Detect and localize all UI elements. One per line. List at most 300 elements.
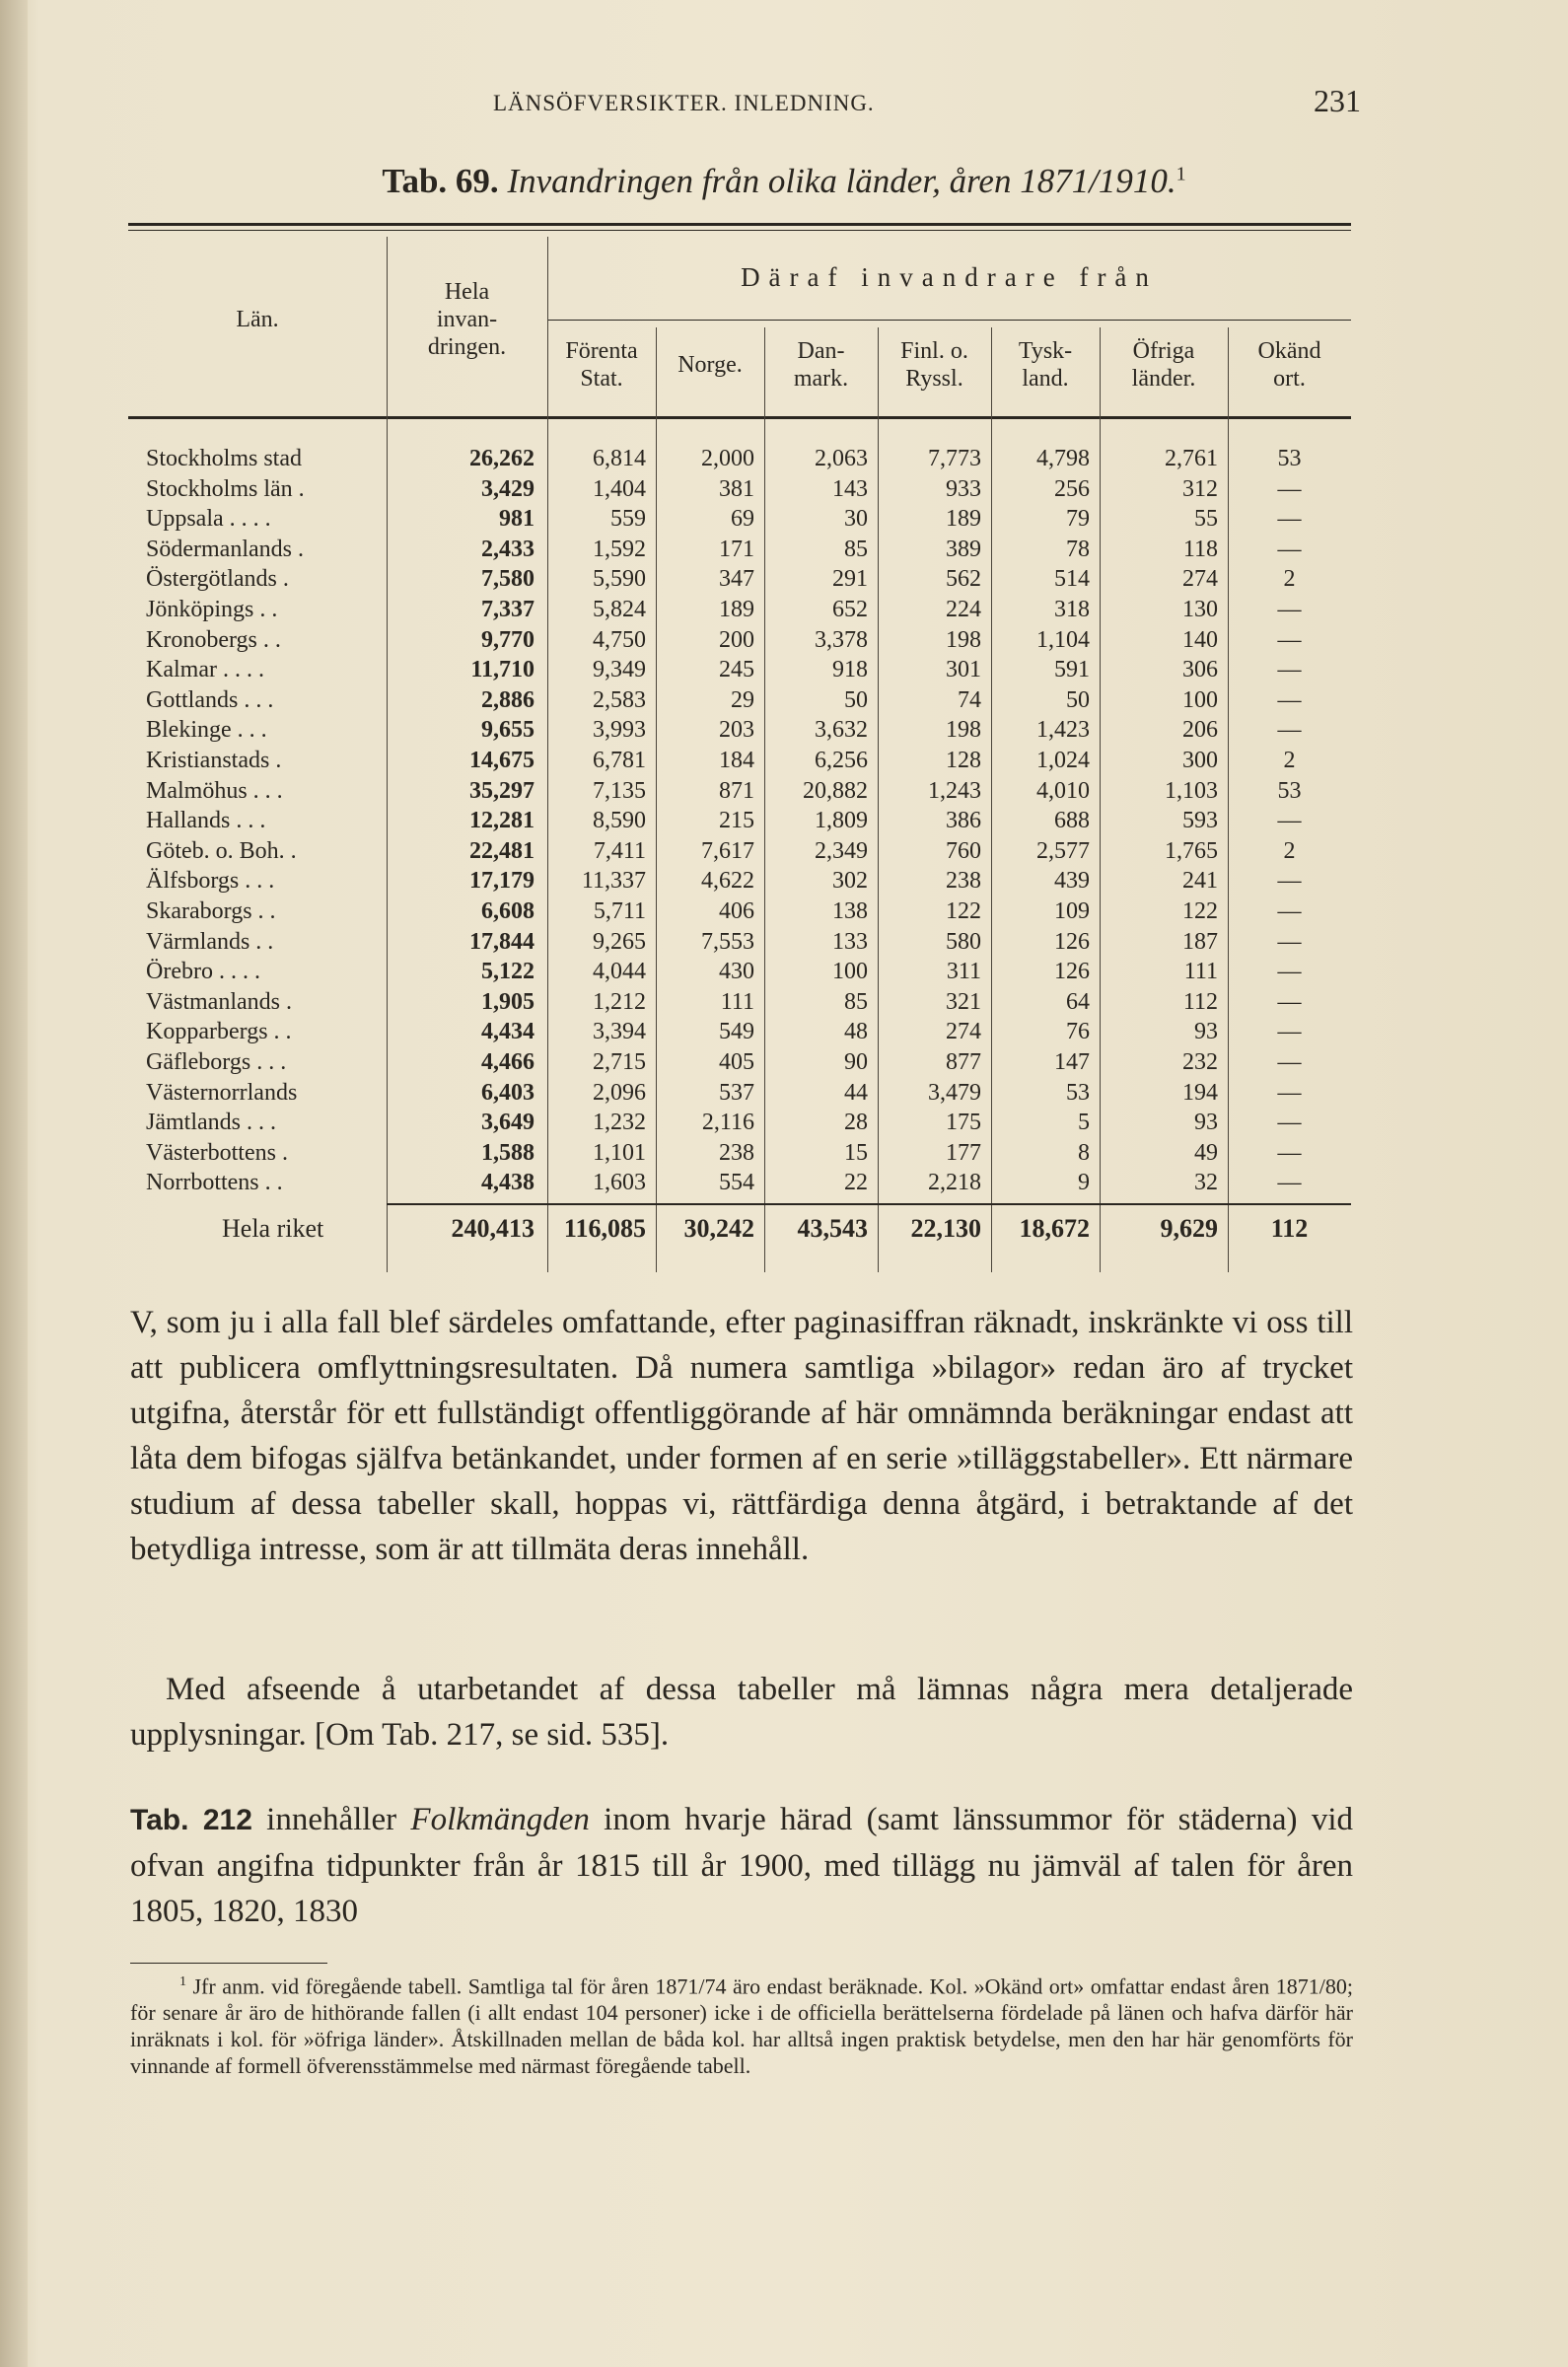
header-norge-line1: Norge. [677, 352, 743, 378]
cell-ofriga: 55 [1194, 506, 1218, 533]
cell-danmark: 6,256 [815, 748, 868, 773]
cell-hela: 4,438 [481, 1170, 535, 1196]
header-forenta-line2: Stat. [580, 366, 623, 392]
cell-lan: Jönköpings . . [146, 597, 278, 622]
cell-okand: — [1277, 988, 1302, 1015]
cell-hela: 9,770 [481, 626, 535, 653]
cell-finland: 301 [946, 657, 981, 683]
table-row [128, 685, 1351, 716]
cell-lan: Värmlands . . [146, 928, 274, 955]
cell-hela: 5,122 [481, 959, 535, 985]
cell-finland: 238 [946, 868, 981, 895]
cell-danmark: 44 [844, 1079, 868, 1106]
cell-finland: 580 [946, 928, 981, 955]
paragraph-3-text [130, 1797, 1353, 1934]
cell-lan: Jämtlands . . . [146, 1110, 276, 1136]
cell-okand: 53 [1277, 446, 1302, 471]
cell-lan: Göteb. o. Boh. . [146, 837, 297, 864]
cell-lan: Uppsala . . . . [146, 506, 271, 533]
cell-lan: Kalmar . . . . [146, 657, 264, 683]
total-ofriga: 9,629 [1160, 1214, 1218, 1243]
table-row [128, 776, 1351, 807]
cell-ofriga: 49 [1194, 1139, 1218, 1166]
table-row [128, 715, 1351, 746]
cell-hela: 981 [499, 506, 535, 533]
cell-tyskland: 5 [1078, 1110, 1090, 1136]
cell-tyskland: 64 [1066, 988, 1090, 1015]
cell-finland: 1,243 [928, 777, 981, 804]
table-title-text: Invandringen från olika länder, åren 1871/1910. [507, 162, 1176, 200]
cell-forenta: 5,824 [593, 597, 646, 622]
cell-okand: 53 [1277, 777, 1302, 804]
cell-hela: 2,886 [481, 686, 535, 713]
cell-lan: Västerbottens . [146, 1139, 288, 1166]
table-row [128, 474, 1351, 505]
paragraph-1 [130, 1300, 1353, 1572]
table-row [128, 535, 1351, 565]
cell-hela: 9,655 [481, 717, 535, 744]
total-okand: 112 [1270, 1214, 1309, 1243]
cell-tyskland: 439 [1054, 868, 1090, 895]
cell-norge: 406 [719, 898, 754, 924]
table-row [128, 897, 1351, 927]
daraf-rule [547, 320, 1351, 321]
cell-ofriga: 241 [1182, 868, 1218, 895]
cell-norge: 184 [719, 748, 754, 773]
cell-okand: — [1277, 1110, 1302, 1136]
paragraph-3-part-b: inom hvarje härad (samt länssummor för städerna) vid ofvan angifna tidpunkter från år 1815 till år 1900, med tillägg nu jämväl af talen för åren 1805, 1820, 1830 [130, 1802, 1353, 1929]
cell-norge: 537 [719, 1079, 754, 1106]
cell-forenta: 1,592 [593, 536, 646, 562]
cell-forenta: 11,337 [581, 868, 646, 895]
cell-danmark: 50 [844, 686, 868, 713]
header-danmark [764, 337, 878, 393]
cell-tyskland: 1,104 [1036, 626, 1090, 653]
cell-lan: Södermanlands . [146, 536, 304, 562]
header-norge [656, 351, 764, 379]
cell-danmark: 918 [832, 657, 868, 683]
cell-finland: 386 [946, 808, 981, 834]
cell-finland: 3,479 [928, 1079, 981, 1106]
cell-ofriga: 112 [1182, 988, 1218, 1015]
cell-forenta: 6,781 [593, 748, 646, 773]
cell-forenta: 2,715 [593, 1049, 646, 1075]
cell-okand: — [1277, 717, 1302, 744]
total-hela: 240,413 [451, 1214, 535, 1243]
cell-danmark: 291 [832, 566, 868, 593]
cell-hela: 4,434 [481, 1019, 535, 1045]
cell-ofriga: 306 [1182, 657, 1218, 683]
cell-danmark: 3,378 [815, 626, 868, 653]
cell-norge: 347 [719, 566, 754, 593]
cell-forenta: 9,349 [593, 657, 646, 683]
header-tyskland-line1: Tysk- [1018, 338, 1073, 364]
cell-forenta: 1,101 [593, 1139, 646, 1166]
cell-forenta: 559 [610, 506, 646, 533]
cell-ofriga: 1,103 [1165, 777, 1218, 804]
table-row [128, 564, 1351, 595]
cell-lan: Norrbottens . . [146, 1170, 283, 1196]
table-row [128, 655, 1351, 685]
cell-ofriga: 32 [1194, 1170, 1218, 1196]
cell-norge: 171 [719, 536, 754, 562]
cell-okand: — [1277, 959, 1302, 985]
cell-hela: 1,588 [481, 1139, 535, 1166]
cell-tyskland: 126 [1054, 928, 1090, 955]
cell-finland: 122 [946, 898, 981, 924]
cell-danmark: 90 [844, 1049, 868, 1075]
cell-lan: Kristianstads . [146, 748, 282, 773]
cell-finland: 760 [946, 837, 981, 864]
cell-lan: Skaraborgs . . [146, 898, 276, 924]
cell-lan: Gottlands . . . [146, 686, 274, 713]
cell-finland: 189 [946, 506, 981, 533]
page-number: 231 [1314, 83, 1361, 118]
header-lan: Län. [236, 307, 279, 332]
cell-norge: 7,553 [701, 928, 754, 955]
cell-lan: Älfsborgs . . . [146, 868, 275, 895]
table-title [0, 162, 1568, 201]
cell-forenta: 3,394 [593, 1019, 646, 1045]
cell-forenta: 1,404 [593, 475, 646, 502]
cell-lan: Malmöhus . . . [146, 777, 283, 804]
cell-forenta: 2,583 [593, 686, 646, 713]
cell-lan: Östergötlands . [146, 566, 289, 593]
cell-danmark: 652 [832, 597, 868, 622]
cell-norge: 871 [719, 777, 754, 804]
cell-norge: 549 [719, 1019, 754, 1045]
cell-finland: 321 [946, 988, 981, 1015]
cell-ofriga: 593 [1182, 808, 1218, 834]
header-tyskland [991, 337, 1100, 393]
cell-ofriga: 274 [1182, 566, 1218, 593]
cell-hela: 12,281 [469, 808, 535, 834]
cell-danmark: 28 [844, 1110, 868, 1136]
cell-ofriga: 93 [1194, 1019, 1218, 1045]
cell-lan: Gäfleborgs . . . [146, 1049, 287, 1075]
cell-ofriga: 206 [1182, 717, 1218, 744]
cell-forenta: 1,603 [593, 1170, 646, 1196]
cell-okand: — [1277, 928, 1302, 955]
cell-finland: 177 [946, 1139, 981, 1166]
cell-forenta: 5,711 [593, 898, 646, 924]
cell-tyskland: 1,423 [1036, 717, 1090, 744]
cell-finland: 274 [946, 1019, 981, 1045]
cell-tyskland: 53 [1066, 1079, 1090, 1106]
cell-danmark: 143 [832, 475, 868, 502]
table-row [128, 595, 1351, 625]
paragraph-2 [130, 1667, 1353, 1757]
cell-danmark: 138 [832, 898, 868, 924]
cell-hela: 6,403 [481, 1079, 535, 1106]
cell-okand: — [1277, 686, 1302, 713]
paragraph-1-text: V, som ju i alla fall blef särdeles omfattande, efter paginasiffran räknadt, inskränkte vi oss till att publicera omflyttningsresultaten. Då numera samtliga »bilagor» redan äro af trycket utgifna, återstår för ett fullständigt offentliggörande af här omnämnda beräkningar endast att låta dem bifogas själfva betänkandet, under formen af en serie »tilläggstabeller». Ett närmare studium af dessa tabeller skall, hoppas vi, rättfärdiga denna åtgärd, i betraktande af det betydliga intresse, som är att tillmäta deras innehåll. [130, 1305, 1353, 1567]
cell-danmark: 85 [844, 536, 868, 562]
cell-hela: 35,297 [469, 777, 535, 804]
cell-lan: Hallands . . . [146, 808, 266, 834]
cell-forenta: 8,590 [593, 808, 646, 834]
total-rule [387, 1203, 1351, 1205]
cell-forenta: 3,993 [593, 717, 646, 744]
cell-finland: 2,218 [928, 1170, 981, 1196]
cell-finland: 198 [946, 717, 981, 744]
paragraph-3-part-a: innehåller [251, 1802, 411, 1837]
cell-ofriga: 93 [1194, 1110, 1218, 1136]
cell-okand: 2 [1283, 748, 1296, 773]
cell-finland: 933 [946, 475, 981, 502]
header-finland [878, 337, 991, 393]
cell-danmark: 2,349 [815, 837, 868, 864]
cell-ofriga: 187 [1182, 928, 1218, 955]
cell-okand: — [1277, 868, 1302, 895]
cell-ofriga: 300 [1182, 748, 1218, 773]
cell-norge: 381 [719, 475, 754, 502]
cell-finland: 198 [946, 626, 981, 653]
cell-okand: — [1277, 536, 1302, 562]
cell-finland: 311 [946, 959, 981, 985]
cell-finland: 175 [946, 1110, 981, 1136]
cell-tyskland: 78 [1066, 536, 1090, 562]
cell-hela: 1,905 [481, 988, 535, 1015]
cell-ofriga: 1,765 [1165, 837, 1218, 864]
header-finland-line2: Ryssl. [905, 366, 963, 392]
table-row [128, 1108, 1351, 1138]
cell-okand: — [1277, 898, 1302, 924]
running-head-title: LÄNSÖFVERSIKTER. INLEDNING. [493, 91, 875, 115]
cell-danmark: 22 [844, 1170, 868, 1196]
cell-okand: — [1277, 597, 1302, 622]
footnote-text: Jfr anm. vid föregående tabell. Samtliga tal för åren 1871/74 äro endast beräknade. Kol. »Okänd ort» omfattar endast åren 1871/80; för senare år äro de hithörande fallen (i allt endast 104 personer) icke i de officiella berättelserna fördelade på länen och hafva därför här inräknats i kol. för »öfriga länder». Åtskillnaden mellan de båda kol. har alltså ingen praktisk betydelse, men den har här genomförts för vinnande af formell öfverensstämmelse med närmast föregående tabell. [130, 1973, 1353, 2079]
cell-norge: 200 [719, 626, 754, 653]
cell-lan: Stockholms län . [146, 475, 305, 502]
cell-danmark: 30 [844, 506, 868, 533]
cell-ofriga: 118 [1182, 536, 1218, 562]
cell-finland: 128 [946, 748, 981, 773]
cell-hela: 7,337 [481, 597, 535, 622]
cell-hela: 11,710 [470, 657, 535, 683]
cell-okand: — [1277, 626, 1302, 653]
cell-danmark: 133 [832, 928, 868, 955]
header-okand [1228, 337, 1351, 393]
header-hela [387, 278, 547, 361]
cell-hela: 14,675 [469, 748, 535, 773]
table-row [128, 504, 1351, 535]
cell-okand: — [1277, 808, 1302, 834]
cell-norge: 29 [731, 686, 754, 713]
cell-hela: 26,262 [469, 446, 535, 471]
total-forenta: 116,085 [563, 1214, 646, 1243]
header-forenta-line1: Förenta [565, 338, 638, 364]
total-row-label: Hela riket [222, 1214, 324, 1243]
cell-norge: 7,617 [701, 837, 754, 864]
cell-forenta: 5,590 [593, 566, 646, 593]
header-okand-line1: Okänd [1257, 338, 1321, 364]
table-top-rule [128, 223, 1351, 226]
table-top-rule-thin [128, 230, 1351, 231]
cell-hela: 6,608 [481, 898, 535, 924]
cell-tyskland: 8 [1078, 1139, 1090, 1166]
cell-tyskland: 9 [1078, 1170, 1090, 1196]
cell-lan: Kronobergs . . [146, 626, 281, 653]
cell-ofriga: 130 [1182, 597, 1218, 622]
paragraph-3-table-ref: Tab. 212 [130, 1804, 252, 1836]
cell-okand: — [1277, 1170, 1302, 1196]
cell-ofriga: 111 [1183, 959, 1218, 985]
cell-forenta: 7,135 [593, 777, 646, 804]
table-row [128, 836, 1351, 867]
cell-lan: Västernorrlands [146, 1079, 298, 1106]
cell-tyskland: 4,010 [1036, 777, 1090, 804]
cell-tyskland: 50 [1066, 686, 1090, 713]
cell-ofriga: 2,761 [1165, 446, 1218, 471]
cell-danmark: 1,809 [815, 808, 868, 834]
cell-ofriga: 100 [1182, 686, 1218, 713]
cell-ofriga: 140 [1182, 626, 1218, 653]
paragraph-3-emphasis: Folkmängden [410, 1802, 590, 1837]
table-row [128, 957, 1351, 987]
cell-tyskland: 76 [1066, 1019, 1090, 1045]
table-row [128, 444, 1351, 474]
table-title-footnote-mark: 1 [1176, 163, 1186, 185]
cell-lan: Örebro . . . . [146, 959, 260, 985]
cell-ofriga: 312 [1182, 475, 1218, 502]
cell-norge: 245 [719, 657, 754, 683]
table-row [128, 625, 1351, 656]
footnote [130, 1969, 1353, 2079]
cell-tyskland: 318 [1054, 597, 1090, 622]
paragraph-2-text: Med afseende å utarbetandet af dessa tabeller må lämnas några mera detaljerade upplysningar. [Om Tab. 217, se sid. 535]. [130, 1672, 1353, 1753]
cell-okand: — [1277, 475, 1302, 502]
header-finland-line1: Finl. o. [900, 338, 968, 364]
cell-norge: 189 [719, 597, 754, 622]
table-row [128, 1078, 1351, 1109]
cell-norge: 203 [719, 717, 754, 744]
header-ofriga-line2: länder. [1131, 366, 1196, 392]
header-bottom-rule [128, 416, 1351, 419]
cell-finland: 7,773 [928, 446, 981, 471]
cell-hela: 3,429 [481, 475, 535, 502]
cell-hela: 17,179 [469, 868, 535, 895]
cell-danmark: 15 [844, 1139, 868, 1166]
cell-norge: 405 [719, 1049, 754, 1075]
header-ofriga [1100, 337, 1228, 393]
header-ofriga-line1: Öfriga [1132, 338, 1195, 364]
cell-tyskland: 256 [1054, 475, 1090, 502]
header-hela-line3: dringen. [427, 334, 507, 360]
header-hela-line2: invan- [436, 307, 498, 332]
cell-finland: 389 [946, 536, 981, 562]
cell-danmark: 100 [832, 959, 868, 985]
cell-norge: 238 [719, 1139, 754, 1166]
footnote-mark: 1 [179, 1974, 186, 1989]
cell-tyskland: 109 [1054, 898, 1090, 924]
cell-norge: 111 [720, 988, 754, 1015]
cell-tyskland: 1,024 [1036, 748, 1090, 773]
cell-tyskland: 147 [1054, 1049, 1090, 1075]
cell-danmark: 302 [832, 868, 868, 895]
header-daraf: Däraf invandrare från [741, 262, 1158, 292]
cell-norge: 554 [719, 1170, 754, 1196]
cell-okand: 2 [1283, 837, 1296, 864]
table-row [128, 806, 1351, 836]
header-danmark-line1: Dan- [797, 338, 845, 364]
total-norge: 30,242 [683, 1214, 754, 1243]
cell-hela: 22,481 [469, 837, 535, 864]
total-finland: 22,130 [910, 1214, 981, 1243]
cell-norge: 4,622 [701, 868, 754, 895]
cell-forenta: 9,265 [593, 928, 646, 955]
header-danmark-line2: mark. [793, 366, 849, 392]
footnote-rule [130, 1963, 327, 1964]
cell-okand: — [1277, 1139, 1302, 1166]
cell-tyskland: 591 [1054, 657, 1090, 683]
cell-ofriga: 194 [1182, 1079, 1218, 1106]
running-head [493, 83, 1361, 118]
cell-forenta: 1,212 [593, 988, 646, 1015]
cell-forenta: 2,096 [593, 1079, 646, 1106]
cell-hela: 17,844 [469, 928, 535, 955]
cell-okand: — [1277, 506, 1302, 533]
cell-tyskland: 79 [1066, 506, 1090, 533]
cell-danmark: 48 [844, 1019, 868, 1045]
cell-finland: 224 [946, 597, 981, 622]
table-row [128, 987, 1351, 1018]
cell-danmark: 85 [844, 988, 868, 1015]
cell-hela: 7,580 [481, 566, 535, 593]
table-row [128, 1168, 1351, 1198]
cell-okand: — [1277, 657, 1302, 683]
cell-hela: 4,466 [481, 1049, 535, 1075]
cell-hela: 3,649 [481, 1110, 535, 1136]
cell-forenta: 4,750 [593, 626, 646, 653]
cell-tyskland: 688 [1054, 808, 1090, 834]
cell-hela: 2,433 [481, 536, 535, 562]
cell-forenta: 4,044 [593, 959, 646, 985]
cell-lan: Västmanlands . [146, 988, 292, 1015]
header-tyskland-line2: land. [1022, 366, 1069, 392]
cell-lan: Stockholms stad [146, 446, 303, 471]
cell-norge: 2,116 [701, 1110, 754, 1136]
cell-ofriga: 232 [1182, 1049, 1218, 1075]
header-okand-line2: ort. [1273, 366, 1306, 392]
paragraph-3 [130, 1797, 1353, 1934]
table-row [128, 746, 1351, 776]
cell-finland: 74 [958, 686, 981, 713]
cell-forenta: 6,814 [593, 446, 646, 471]
total-tyskland: 18,672 [1019, 1214, 1090, 1243]
cell-danmark: 20,882 [803, 777, 868, 804]
cell-forenta: 1,232 [593, 1110, 646, 1136]
table-row [128, 1017, 1351, 1047]
cell-norge: 430 [719, 959, 754, 985]
table-row [128, 927, 1351, 958]
cell-okand: — [1277, 1049, 1302, 1075]
cell-okand: — [1277, 1019, 1302, 1045]
header-forenta [547, 337, 656, 393]
cell-okand: — [1277, 1079, 1302, 1106]
table-row [128, 1047, 1351, 1078]
cell-danmark: 2,063 [815, 446, 868, 471]
header-hela-line1: Hela [444, 279, 490, 305]
cell-finland: 562 [946, 566, 981, 593]
book-spine-shadow [0, 0, 28, 2367]
cell-finland: 877 [946, 1049, 981, 1075]
cell-ofriga: 122 [1182, 898, 1218, 924]
cell-forenta: 7,411 [593, 837, 646, 864]
cell-lan: Blekinge . . . [146, 717, 267, 744]
table-label: Tab. 69. [382, 162, 499, 200]
cell-tyskland: 514 [1054, 566, 1090, 593]
